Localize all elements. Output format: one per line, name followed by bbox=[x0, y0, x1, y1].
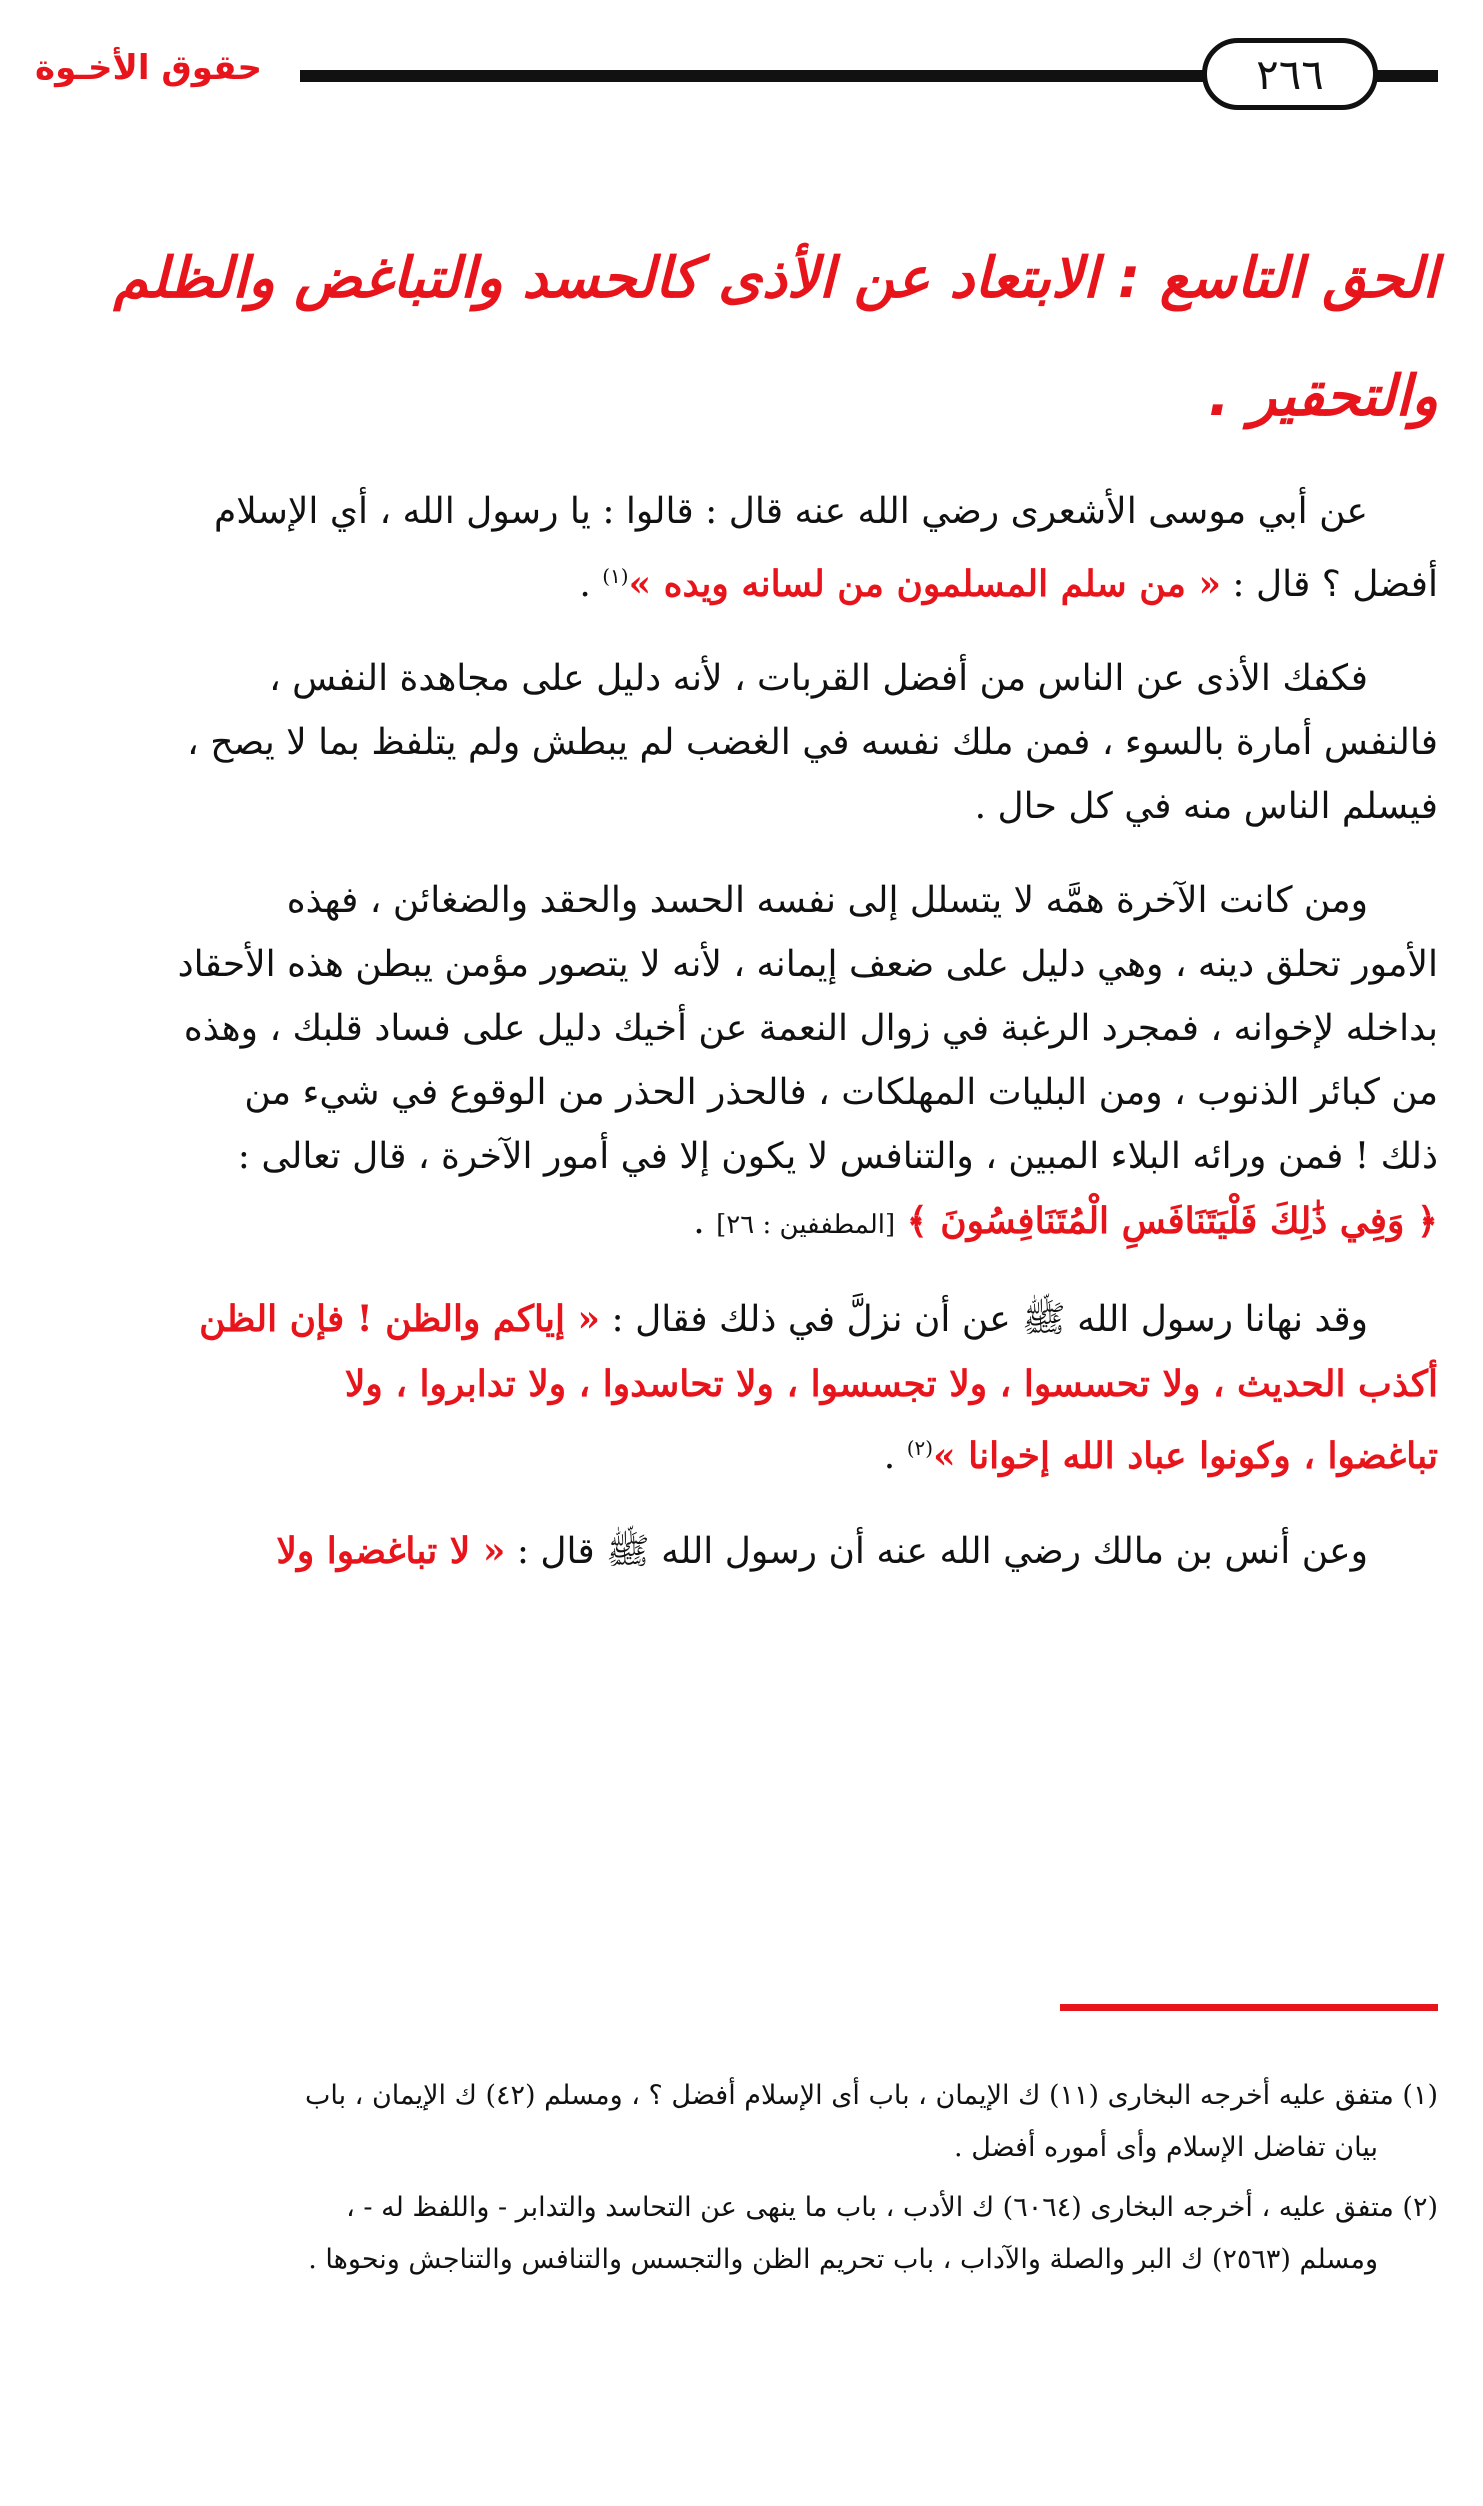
text-line: من كبائر الذنوب ، ومن البليات المهلكات ، فالحذر الحذر من الوقوع في شيء من bbox=[244, 1072, 1438, 1113]
paragraph bbox=[38, 1519, 1438, 1584]
text-line: فيسلم الناس منه في كل حال . bbox=[974, 786, 1438, 827]
text-run: . bbox=[579, 564, 603, 605]
text-line: فكفك الأذى عن الناس من أفضل القربات ، لأنه دليل على مجاهدة النفس ، bbox=[269, 658, 1368, 699]
text-run: أفضل ؟ قال : bbox=[1220, 564, 1438, 605]
text-run: . bbox=[883, 1436, 907, 1477]
header-rule-left bbox=[300, 70, 1204, 82]
paragraph bbox=[38, 1287, 1438, 1489]
text-run: . bbox=[693, 1201, 717, 1242]
text-line: فالنفس أمارة بالسوء ، فمن ملك نفسه في الغضب لم يبطش ولم يتلفظ بما لا يصح ، bbox=[187, 722, 1438, 763]
footnote-line: بيان تفاضل الإسلام وأى أموره أفضل . bbox=[954, 2132, 1378, 2163]
hadith-quote: « إياكم والظن ! فإن الظن bbox=[199, 1298, 601, 1340]
header-rule-right bbox=[1376, 70, 1438, 82]
paragraph bbox=[38, 869, 1438, 1257]
text-run: وقد نهانا رسول الله ﷺ عن أن نزلَّ في ذلك فقال : bbox=[600, 1299, 1368, 1340]
text-line bbox=[38, 1189, 1438, 1257]
text-line bbox=[38, 1416, 1438, 1489]
quran-reference: [المطففين : ٢٦] bbox=[716, 1210, 896, 1240]
hadith-quote: « من سلم المسلمون من لسانه ويده » bbox=[628, 563, 1221, 605]
footnote-line: ومسلم (٢٥٦٣) ك البر والصلة والآداب ، باب تحريم الظن والتجسس والتنافس والتناجش ونحوها . bbox=[308, 2244, 1378, 2275]
text-line: بداخله لإخوانه ، فمجرد الرغبة في زوال النعمة عن أخيك دليل على فساد قلبك ، وهذه bbox=[183, 1008, 1438, 1049]
body-text bbox=[38, 480, 1438, 1614]
section-heading-line: الحق التاسع : الابتعاد عن الأذى كالحسد والتباغض والظلم bbox=[113, 246, 1438, 311]
page-number: ٢٦٦ bbox=[1202, 38, 1378, 110]
text-line bbox=[38, 1287, 1438, 1352]
footnote-ref: (٢) bbox=[906, 1436, 934, 1460]
text-line: ومن كانت الآخرة همَّه لا يتسلل إلى نفسه الحسد والحقد والضغائن ، فهذه bbox=[286, 880, 1368, 921]
text-run: وعن أنس بن مالك رضي الله عنه أن رسول الله ﷺ قال : bbox=[505, 1531, 1368, 1572]
footnotes bbox=[38, 2070, 1438, 2294]
text-line: عن أبي موسى الأشعرى رضي الله عنه قال : قالوا : يا رسول الله ، أي الإسلام bbox=[213, 491, 1368, 532]
hadith-quote: تباغضوا ، وكونوا عباد الله إخوانا » bbox=[933, 1435, 1438, 1477]
text-line: ذلك ! فمن ورائه البلاء المبين ، والتنافس لا يكون إلا في أمور الآخرة ، قال تعالى : bbox=[237, 1136, 1438, 1177]
text-line bbox=[38, 1519, 1438, 1584]
hadith-quote: « لا تباغضوا ولا bbox=[276, 1530, 506, 1572]
running-title: حقوق الأخـوة bbox=[35, 48, 263, 88]
text-line bbox=[38, 544, 1438, 617]
paragraph bbox=[38, 647, 1438, 839]
footnote-separator bbox=[1060, 2004, 1438, 2011]
paragraph bbox=[38, 480, 1438, 617]
text-line: الأمور تحلق دينه ، وهي دليل على ضعف إيمانه ، لأنه لا يتصور مؤمن يبطن هذه الأحقاد bbox=[177, 944, 1438, 985]
footnote bbox=[38, 2070, 1438, 2174]
quran-verse: ﴿ وَفِي ذَٰلِكَ فَلْيَتَنَافَسِ الْمُتَنَافِسُونَ ﴾ bbox=[906, 1200, 1438, 1242]
footnote-line: (٢) متفق عليه ، أخرجه البخارى (٦٠٦٤) ك الأدب ، باب ما ينهى عن التحاسد والتدابر - واللفظ له - ، bbox=[346, 2192, 1438, 2223]
hadith-quote: أكذب الحديث ، ولا تحسسوا ، ولا تجسسوا ، ولا تحاسدوا ، ولا تدابروا ، ولا bbox=[344, 1363, 1438, 1405]
section-heading bbox=[38, 220, 1438, 456]
footnote-ref: (١) bbox=[602, 564, 629, 588]
footnote bbox=[38, 2182, 1438, 2286]
footnote-line: (١) متفق عليه أخرجه البخارى (١١) ك الإيمان ، باب أى الإسلام أفضل ؟ ، ومسلم (٤٢) ك الإيمان ، باب bbox=[304, 2080, 1438, 2111]
section-heading-line: والتحقير . bbox=[1208, 364, 1438, 429]
